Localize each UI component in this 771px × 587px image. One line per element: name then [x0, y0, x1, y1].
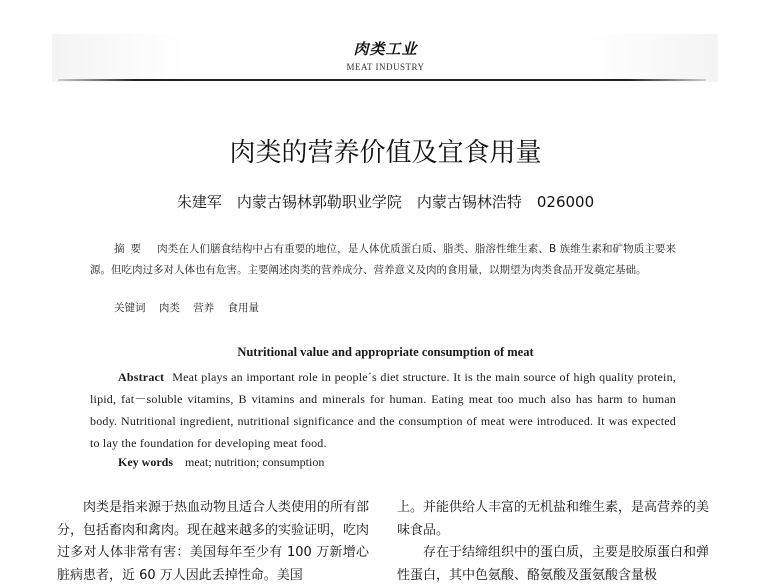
journal-name-en: MEAT INDUSTRY	[346, 62, 425, 72]
header-rule	[58, 79, 706, 81]
abstract-cn-text: 肉类在人们膳食结构中占有重要的地位，是人体优质蛋白质、脂类、脂溶性维生素、B 族维生素和矿物质主要来源。但吃肉过多对人体也有危害。主要阐述肉类的营养成分、营养意义及肉的食用量，以期望为肉类食品开发奠定基础。	[90, 243, 676, 276]
abstract-en	[90, 366, 676, 454]
keywords-cn-label: 关键词	[114, 302, 146, 314]
keyword-cn-item: 食用量	[227, 302, 260, 314]
abstract-cn	[90, 239, 676, 281]
abstract-cn-label: 摘要	[114, 243, 147, 255]
english-title: Nutritional value and appropriate consumption of meat	[237, 345, 534, 359]
body-paragraph: 存在于结缔组织中的蛋白质，主要是胶原蛋白和弹性蛋白，其中色氨酸、酪氨酸及蛋氨酸含量极	[397, 545, 710, 583]
body-column-left	[57, 497, 369, 587]
keywords-en-text: meat; nutrition; consumption	[185, 455, 325, 469]
keywords-en-label: Key words	[118, 455, 173, 469]
body-paragraph: 上。并能供给人丰富的无机盐和维生素，是高营养的美味食品。	[397, 500, 710, 538]
keyword-cn-item: 营养	[193, 302, 215, 314]
article-title: 肉类的营养价值及宜食用量	[229, 138, 542, 168]
journal-name-cn: 肉类工业	[353, 40, 418, 58]
keyword-cn-item: 肉类	[158, 302, 180, 314]
abstract-en-label: Abstract	[118, 370, 165, 384]
keywords-en	[118, 455, 324, 470]
body-paragraph: 肉类是指来源于热血动物且适合人类使用的所有部分，包括畜肉和禽肉。现在越来越多的实验证明，吃肉过多对人体非常有害：美国每年至少有 100 万新增心脏病患者，近 60 万人因此丢掉性命。美国	[57, 500, 370, 583]
body-column-right	[397, 497, 709, 587]
keywords-cn	[114, 300, 269, 315]
abstract-en-text: Meat plays an important role in people´s diet structure. It is the main source of high quality protein, lipid, fat－soluble vitamins, B vitamins and minerals for human. Eating meat too much also has harm to human body. Nutritional ingredient, nutritional significance and the consumption of meat were introduced. It was expected to lay the foundation for developing meat food.	[90, 370, 676, 450]
author-affiliation: 朱建军 内蒙古锡林郭勒职业学院 内蒙古锡林浩特 026000	[176, 193, 595, 211]
